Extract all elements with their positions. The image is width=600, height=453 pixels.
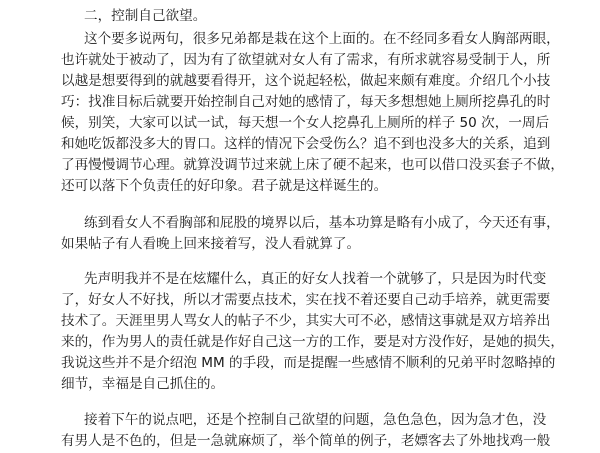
- text-line: 技术了。天涯里男人骂女人的帖子不少，其实大可不必，感情这事就是双方培养出: [61, 313, 551, 329]
- section-heading: 二，控制自己欲望。: [84, 8, 207, 24]
- text-line: 我说这些并不是介绍泡 MM 的手段，而是提醒一些感情不顺利的兄弟平时忽略掉的: [61, 355, 556, 371]
- text-line: 候，别笑，大家可以试一试，每天想一个女人挖鼻孔上厕所的样子 50 次，一周后: [61, 115, 550, 131]
- text-line: 练到看女人不看胸部和屁股的境界以后，基本功算是略有小成了，今天还有事，: [84, 215, 560, 231]
- text-line: 如果帖子有人看晚上回来接着写，没人看就算了。: [61, 236, 361, 252]
- text-line: 和她吃饭都没多大的胃口。这样的情况下会受伤么？追不到也没多大的关系，追到: [61, 136, 551, 152]
- text-line: 以越是想要得到的就越要看得开，这个说起轻松，做起来颇有难度。介绍几个小技: [61, 73, 551, 89]
- text-line: 来的，作为男人的责任就是作好自己这一方的工作，要是对方没作好，是她的损失，: [61, 334, 564, 350]
- text-line: 这个要多说两句，很多兄弟都是栽在这个上面的。在不经同多看女人胸部两眼，: [84, 31, 560, 47]
- text-line: 细节，幸福是自己抓住的。: [61, 376, 225, 392]
- text-line: 接着下午的说点吧，还是个控制自己欲望的问题，急色急色，因为急才色，没: [84, 412, 547, 428]
- text-line: 有男人是不色的，但是一急就麻烦了，举个简单的例子，老嫖客去了外地找鸡一般: [61, 433, 551, 449]
- text-line: 还可以落下个负责任的好印象。君子就是这样诞生的。: [61, 178, 388, 194]
- text-line: 了再慢慢调节心理。就算没调节过来就上床了硬不起来，也可以借口没买套子不做，: [61, 157, 564, 173]
- text-line: 先声明我并不是在炫耀什么，真正的好女人找着一个就够了，只是因为时代变: [84, 271, 547, 287]
- text-line: 也许就处于被动了，因为有了欲望就对女人有了需求，有所求就容易受制于人，所: [61, 52, 551, 68]
- text-line: 巧：找准目标后就要开始控制自己对她的感情了，每天多想想她上厕所挖鼻孔的时: [61, 94, 551, 110]
- text-line: 了，好女人不好找，所以才需要点技术，实在找不着还要自己动手培养，就更需要: [61, 292, 551, 308]
